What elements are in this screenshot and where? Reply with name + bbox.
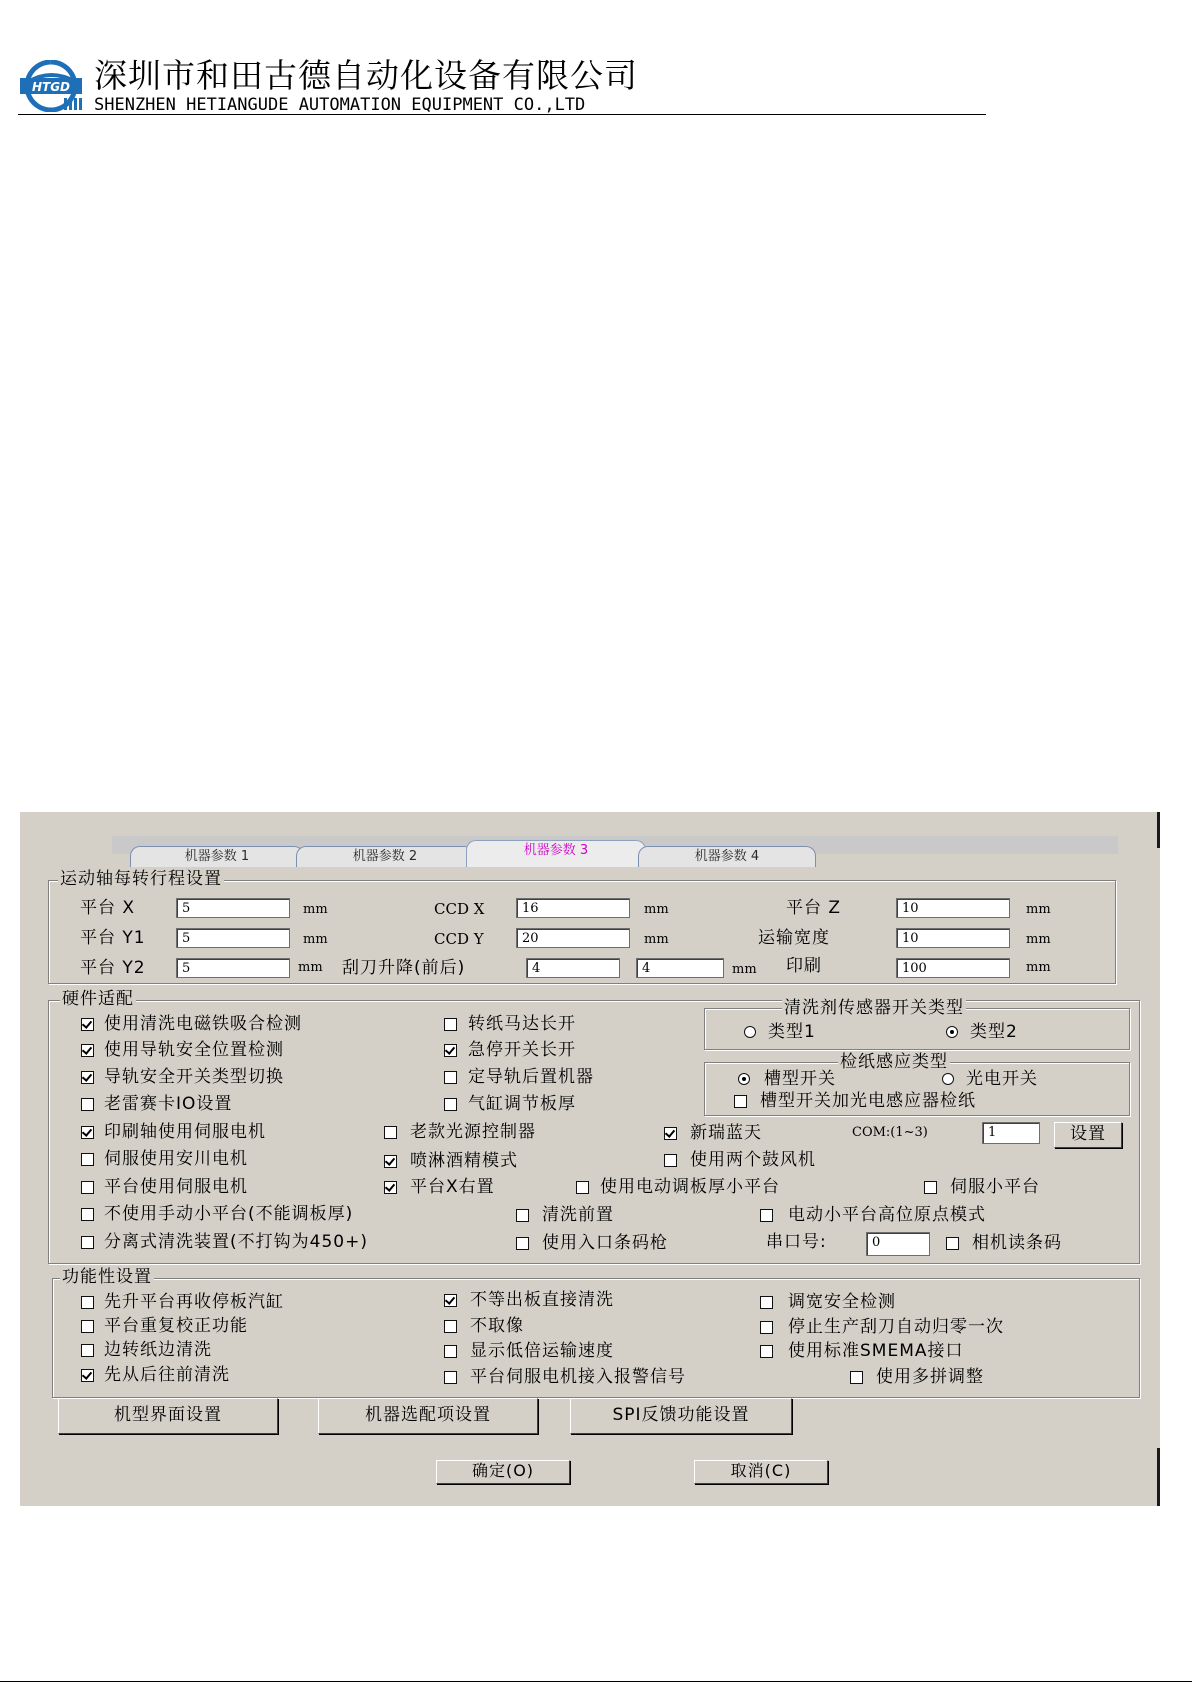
platform-y1-label: 平台 Y1: [80, 928, 146, 948]
stop-zero-checkbox[interactable]: [760, 1321, 773, 1334]
clean-front-label: 清洗前置: [542, 1205, 614, 1225]
ccd-x-label: CCD X: [434, 900, 485, 918]
unit-label: mm: [1026, 960, 1051, 975]
com-port-input[interactable]: 1: [982, 1122, 1040, 1144]
detergent-type1-label: 类型1: [768, 1022, 816, 1042]
slot-photo-combo-checkbox[interactable]: [734, 1095, 747, 1108]
direct-clean-checkbox[interactable]: [444, 1294, 457, 1307]
rail-switch-checkbox[interactable]: [81, 1071, 94, 1084]
servo-print-axis-label: 印刷轴使用伺服电机: [104, 1122, 266, 1142]
slot-photo-combo-label: 槽型开关加光电感应器检纸: [760, 1091, 976, 1111]
logo-text: HTGD: [31, 80, 71, 94]
spray-alcohol-label: 喷淋酒精模式: [410, 1151, 518, 1171]
header-divider: [18, 114, 986, 115]
smema-checkbox[interactable]: [760, 1345, 773, 1358]
squeegee-label: 刮刀升降(前后): [342, 958, 466, 978]
function-group-title: 功能性设置: [62, 1267, 152, 1287]
electric-small-platform-label: 使用电动调板厚小平台: [600, 1177, 780, 1197]
servo-alarm-label: 平台伺服电机接入报警信号: [470, 1367, 686, 1387]
barcode-gun-checkbox[interactable]: [516, 1237, 529, 1250]
paper-sensor-title: 检纸感应类型: [840, 1052, 948, 1072]
serial-port-input[interactable]: 0: [866, 1232, 930, 1256]
leadshine-io-label: 老雷赛卡IO设置: [104, 1094, 233, 1114]
servo-print-axis-checkbox[interactable]: [81, 1126, 94, 1139]
multi-panel-label: 使用多拼调整: [876, 1367, 984, 1387]
unit-label: mm: [303, 932, 328, 947]
com-set-button[interactable]: 设置: [1054, 1122, 1122, 1148]
servo-small-platform-checkbox[interactable]: [924, 1181, 937, 1194]
cleaning-magnet-checkbox[interactable]: [81, 1018, 94, 1031]
platform-y2-input[interactable]: 5: [176, 958, 290, 978]
back-to-front-label: 先从后往前清洗: [104, 1365, 230, 1385]
photo-switch-label: 光电开关: [966, 1069, 1038, 1089]
lift-first-checkbox[interactable]: [81, 1296, 94, 1309]
separate-clean-checkbox[interactable]: [81, 1236, 94, 1249]
edge-clean-checkbox[interactable]: [81, 1344, 94, 1357]
electric-home-label: 电动小平台高位原点模式: [788, 1205, 986, 1225]
tab-machine-params-3[interactable]: 机器参数 3: [466, 840, 646, 867]
detergent-type1-radio[interactable]: [744, 1026, 756, 1038]
recalibrate-checkbox[interactable]: [81, 1320, 94, 1333]
tab-machine-params-2[interactable]: 机器参数 2: [296, 846, 474, 867]
slot-switch-radio[interactable]: [738, 1073, 750, 1085]
two-blowers-label: 使用两个鼓风机: [690, 1150, 816, 1170]
paper-motor-label: 转纸马达长开: [468, 1014, 576, 1034]
window-edge: [1157, 1448, 1160, 1506]
platform-x-right-checkbox[interactable]: [384, 1181, 397, 1194]
ccd-y-input[interactable]: 20: [516, 928, 630, 948]
xinrui-checkbox[interactable]: [664, 1127, 677, 1140]
machine-parameters-dialog: [20, 812, 1160, 1506]
detergent-type2-label: 类型2: [970, 1022, 1018, 1042]
unit-label: mm: [298, 960, 323, 975]
xinrui-label: 新瑞蓝天: [690, 1123, 762, 1143]
fixed-rail-rear-checkbox[interactable]: [444, 1071, 457, 1084]
clean-front-checkbox[interactable]: [516, 1209, 529, 1222]
low-speed-checkbox[interactable]: [444, 1345, 457, 1358]
unit-label: mm: [644, 902, 669, 917]
platform-x-label: 平台 X: [80, 898, 136, 918]
rail-safety-checkbox[interactable]: [81, 1044, 94, 1057]
leadshine-io-checkbox[interactable]: [81, 1098, 94, 1111]
edge-clean-label: 边转纸边清洗: [104, 1340, 212, 1360]
estop-open-label: 急停开关长开: [468, 1040, 576, 1060]
unit-label: mm: [1026, 902, 1051, 917]
two-blowers-checkbox[interactable]: [664, 1154, 677, 1167]
window-edge: [1157, 812, 1160, 848]
old-light-controller-label: 老款光源控制器: [410, 1122, 536, 1142]
direct-clean-label: 不等出板直接清洗: [470, 1290, 614, 1310]
spi-feedback-button[interactable]: SPI反馈功能设置: [570, 1398, 792, 1434]
cylinder-thickness-checkbox[interactable]: [444, 1098, 457, 1111]
rail-safety-label: 使用导轨安全位置检测: [104, 1040, 284, 1060]
paper-motor-checkbox[interactable]: [444, 1018, 457, 1031]
yaskawa-label: 伺服使用安川电机: [104, 1149, 248, 1169]
company-logo: [20, 60, 82, 112]
separate-clean-label: 分离式清洗装置(不打钩为450+): [104, 1232, 368, 1252]
camera-barcode-label: 相机读条码: [972, 1233, 1062, 1253]
servo-small-platform-label: 伺服小平台: [950, 1177, 1040, 1197]
print-label: 印刷: [786, 956, 822, 976]
smema-label: 使用标准SMEMA接口: [788, 1341, 964, 1361]
platform-y1-input[interactable]: 5: [176, 928, 290, 948]
platform-y2-label: 平台 Y2: [80, 958, 146, 978]
width-safety-checkbox[interactable]: [760, 1296, 773, 1309]
barcode-gun-label: 使用入口条码枪: [542, 1233, 668, 1253]
no-manual-platform-label: 不使用手动小平台(不能调板厚): [104, 1204, 354, 1224]
platform-x-input[interactable]: 5: [176, 898, 290, 918]
platform-x-right-label: 平台X右置: [410, 1177, 495, 1197]
yaskawa-checkbox[interactable]: [81, 1153, 94, 1166]
no-manual-platform-checkbox[interactable]: [81, 1208, 94, 1221]
platform-servo-label: 平台使用伺服电机: [104, 1177, 248, 1197]
unit-label: mm: [1026, 932, 1051, 947]
unit-label: mm: [303, 902, 328, 917]
low-speed-label: 显示低倍运输速度: [470, 1341, 614, 1361]
servo-alarm-checkbox[interactable]: [444, 1371, 457, 1384]
squeegee-front-input[interactable]: 4: [526, 958, 620, 978]
tab-machine-params-4[interactable]: 机器参数 4: [638, 846, 816, 867]
platform-z-label: 平台 Z: [786, 898, 842, 918]
platform-servo-checkbox[interactable]: [81, 1181, 94, 1194]
tab-machine-params-1[interactable]: 机器参数 1: [130, 846, 304, 867]
lift-first-label: 先升平台再收停板汽缸: [104, 1292, 284, 1312]
no-image-checkbox[interactable]: [444, 1320, 457, 1333]
cancel-button[interactable]: 取消(C): [694, 1460, 828, 1484]
back-to-front-checkbox[interactable]: [81, 1369, 94, 1382]
width-safety-label: 调宽安全检测: [788, 1292, 896, 1312]
serial-port-label: 串口号:: [766, 1232, 827, 1252]
ccd-x-input[interactable]: 16: [516, 898, 630, 918]
old-light-controller-checkbox[interactable]: [384, 1126, 397, 1139]
company-name-english: SHENZHEN HETIANGUDE AUTOMATION EQUIPMENT CO.,LTD: [94, 95, 586, 115]
photo-switch-radio[interactable]: [942, 1073, 954, 1085]
detergent-sensor-title: 清洗剂传感器开关类型: [784, 998, 964, 1018]
rail-switch-label: 导轨安全开关类型切换: [104, 1067, 284, 1087]
hardware-group-title: 硬件适配: [62, 989, 134, 1009]
no-image-label: 不取像: [470, 1316, 524, 1336]
unit-label: mm: [732, 962, 757, 977]
squeegee-rear-input[interactable]: 4: [636, 958, 724, 978]
fixed-rail-rear-label: 定导轨后置机器: [468, 1067, 594, 1087]
detergent-type2-radio[interactable]: [946, 1026, 958, 1038]
ok-button[interactable]: 确定(O): [436, 1460, 570, 1484]
ccd-y-label: CCD Y: [434, 930, 484, 948]
spray-alcohol-checkbox[interactable]: [384, 1155, 397, 1168]
cylinder-thickness-label: 气缸调节板厚: [468, 1094, 576, 1114]
model-ui-settings-button[interactable]: 机型界面设置: [58, 1398, 278, 1434]
com-range-label: COM:(1~3): [852, 1125, 928, 1140]
camera-barcode-checkbox[interactable]: [946, 1237, 959, 1250]
transport-width-label: 运输宽度: [758, 928, 830, 948]
stop-zero-label: 停止生产刮刀自动归零一次: [788, 1317, 1004, 1337]
slot-switch-label: 槽型开关: [764, 1069, 836, 1089]
estop-open-checkbox[interactable]: [444, 1044, 457, 1057]
motion-group-title: 运动轴每转行程设置: [60, 869, 222, 889]
electric-home-checkbox[interactable]: [760, 1209, 773, 1222]
recalibrate-label: 平台重复校正功能: [104, 1316, 248, 1336]
footer-divider: [0, 1681, 1192, 1682]
company-name-chinese: 深圳市和田古德自动化设备有限公司: [94, 56, 638, 95]
electric-small-platform-checkbox[interactable]: [576, 1181, 589, 1194]
multi-panel-checkbox[interactable]: [850, 1371, 863, 1384]
print-input[interactable]: 100: [896, 958, 1010, 978]
platform-z-input[interactable]: 10: [896, 898, 1010, 918]
machine-options-button[interactable]: 机器选配项设置: [318, 1398, 538, 1434]
unit-label: mm: [644, 932, 669, 947]
transport-width-input[interactable]: 10: [896, 928, 1010, 948]
cleaning-magnet-label: 使用清洗电磁铁吸合检测: [104, 1014, 302, 1034]
